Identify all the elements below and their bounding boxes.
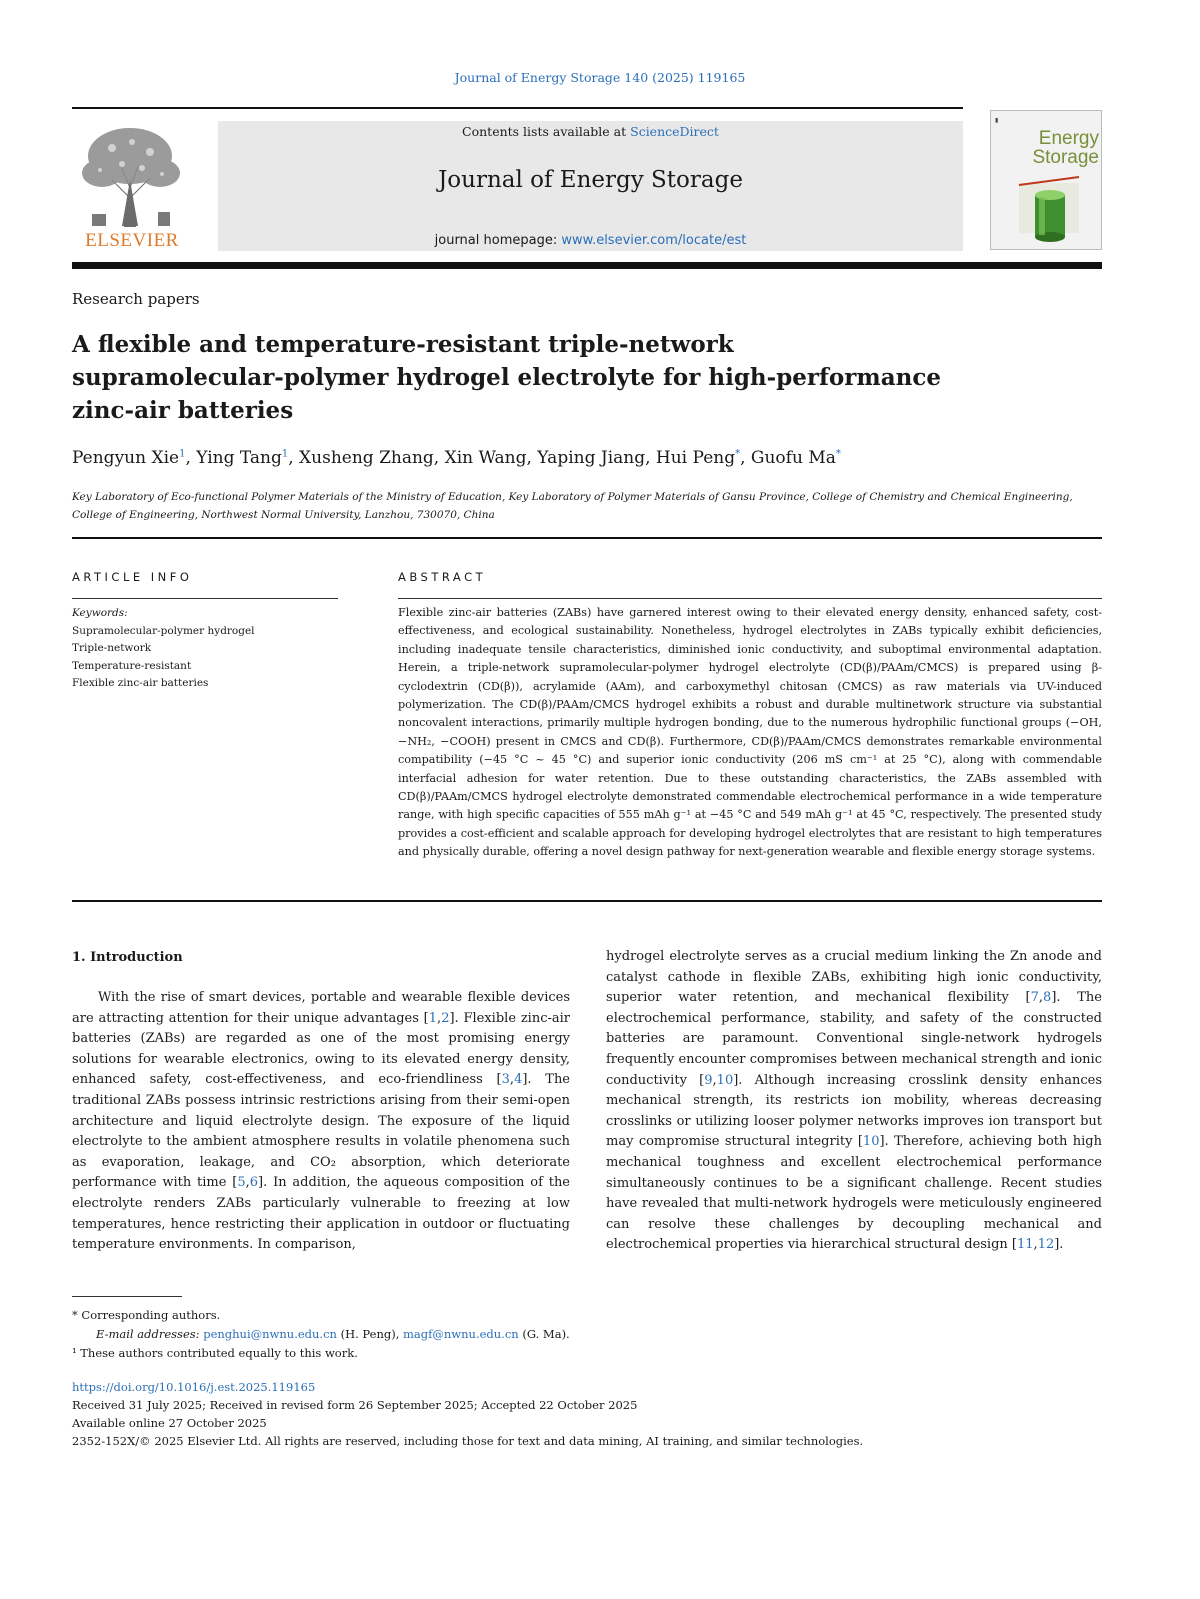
abstract-rule [398,598,1102,599]
citation-link[interactable]: 3 [501,1072,510,1088]
equal-contribution-note: ¹ These authors contributed equally to this work. [72,1346,358,1360]
intro-text: , [1038,990,1044,1006]
intro-left-column [72,988,570,1256]
author-name[interactable]: Xusheng Zhang [299,448,434,468]
header-rule-bottom [72,262,1102,269]
author-name[interactable]: Pengyun Xie [72,448,180,468]
intro-text: ]. In addition, the aqueous composition of the electrolyte renders ZABs particularly vulnerable to freezing at low temperatures, hence restricting their application in outdoor or fluctuating temperature environments. In comparison, [72,1175,571,1253]
author-name[interactable]: Yaping Jiang [537,448,646,468]
intro-text: ]. [1054,1237,1064,1253]
abstract-bottom-rule [72,900,1102,902]
publication-info [72,1378,1102,1450]
keyword-item: Temperature-resistant [72,659,192,672]
author-name[interactable]: Guofu Ma [750,448,836,468]
contents-line [218,124,963,139]
citation-link[interactable]: 1 [428,1010,438,1026]
cover-battery-graphic [1009,173,1089,245]
author-name[interactable]: Xin Wang [444,448,527,468]
intro-text: With the rise of smart devices, portable and wearable flexible devices are attracting attention for their unique advantages [ [72,990,570,1026]
footnote-rule [72,1296,182,1297]
email-label: E-mail addresses: [96,1327,200,1341]
homepage-line [218,233,963,248]
received-dates: Received 31 July 2025; Received in revised form 26 September 2025; Accepted 22 October 2025 [72,1398,638,1412]
intro-text: ]. Therefore, achieving both high mechanical toughness and excellent electrochemical performance simultaneously continues to be a significant challenge. Recent studies have revealed that multi-network hydrogels were meticulously engineered can resolve these challenges by decoupling mechanical and electrochemical properties via hierarchical structural design [ [606,1134,1102,1253]
article-info-heading: ARTICLE INFO [72,570,193,584]
intro-text: , [437,1010,442,1026]
citation-link[interactable]: 2 [441,1010,450,1026]
contents-prefix: Contents lists available at [462,124,631,139]
email-link-ma[interactable]: magf@nwnu.edu.cn [403,1327,519,1341]
author-mark[interactable]: 1 [179,448,186,460]
intro-text: , [712,1072,717,1088]
paper-title: A flexible and temperature-resistant triple-network supramolecular-polymer hydrogel electrolyte for high-performance zinc-air batteries [72,331,941,424]
citation-link[interactable]: 9 [704,1072,713,1088]
homepage-prefix: journal homepage: [434,233,562,248]
running-head[interactable]: Journal of Energy Storage 140 (2025) 119165 [454,70,746,85]
intro-text: ]. Although increasing crosslink density enhances mechanical strength, its restricts ion mobility, whereas decreasing crosslinks or utilizing looser polymer networks improves ion transport but may compromise structural integrity [ [606,1072,1102,1150]
intro-text: ]. The traditional ZABs possess intrinsic restrictions arising from their semi-open architecture and liquid electrolyte design. The exposure of the liquid electrolyte to the ambient atmosphere results in volatile phenomena such as evaporation, leakage, and CO₂ absorption, which deteriorate performance with time [ [72,1072,571,1191]
citation-link[interactable]: 10 [862,1134,880,1150]
email-owner: (G. Ma). [518,1327,570,1341]
citation-link[interactable]: 7 [1030,990,1039,1006]
cover-title-line1: Energy [1038,128,1099,149]
available-online: Available online 27 October 2025 [72,1416,267,1430]
intro-text: hydrogel electrolyte serves as a crucial medium linking the Zn anode and catalyst cathode in flexible ZABs, exhibiting high ionic conductivity, superior water retention, and mechanical flexibility [ [606,949,1102,1006]
citation-link[interactable]: 6 [249,1175,259,1191]
affiliation: Key Laboratory of Eco-functional Polymer Materials of the Ministry of Education, Key Laboratory of Polymer Materials of Gansu Province, College of Chemistry and Chemical Engineering, College of Engineering, Northwest Normal University, Lanzhou, 730070, China [72,491,1073,521]
sciencedirect-link[interactable]: ScienceDirect [630,124,719,139]
homepage-link[interactable]: www.elsevier.com/locate/est [561,233,747,248]
introduction-heading: 1. Introduction [72,950,183,965]
copyright-line: 2352-152X/© 2025 Elsevier Ltd. All rights are reserved, including those for text and data mining, AI training, and similar technologies. [72,1434,864,1448]
author-mark[interactable]: 1 [281,448,289,460]
keyword-item: Flexible zinc-air batteries [72,677,209,689]
keywords-block [72,605,342,693]
intro-text: ]. Flexible zinc-air batteries (ZABs) are regarded as one of the most promising energy solutions for wearable electronics, owing to its elevated energy density, enhanced safety, cost-effectiveness, and eco-friendliness [ [72,1010,570,1088]
journal-title: Journal of Energy Storage [438,167,743,193]
intro-text: ]. The electrochemical performance, stability, and safety of the constructed batteries are paramount. Conventional single-network hydrogels frequently encounter compromises between mechanical strength and ionic conductivity [ [606,990,1102,1088]
email-owner: (H. Peng), [336,1327,404,1341]
abstract-text: Flexible zinc-air batteries (ZABs) have garnered interest owing to their elevated energy density, enhanced safety, cost-effectiveness, and ecological sustainability. Nonetheless, hydrogel electrolytes in ZABs typically exhibit deficiencies, including inadequate tensile characteristics, diminished ionic conductivity, and suboptimal environmental adaptation. Herein, a triple-network supramolecular-polymer hydrogel electrolyte (CD(β)/PAAm/CMCS) is prepared using β-cyclodextrin (CD(β)), acrylamide (AAm), and carboxymethyl chitosan (CMCS) as raw materials via UV-induced polymerization. The CD(β)/PAAm/CMCS hydrogel exhibits a robust and durable multinetwork structure via substantial noncovalent interactions, primarily multiple hydrogen bonding, due to the numerous hydrophilic functional groups (−OH, −NH₂, −COOH) present in CMCS and CD(β). Furthermore, CD(β)/PAAm/CMCS demonstrates remarkable environmental compatibility (−45 °C ~ 45 °C) and superior ionic conductivity (206 mS cm⁻¹ at 25 °C), along with commendable interfacial adhesion for water retention. Due to these outstanding characteristics, the ZABs assembled with CD(β)/PAAm/CMCS hydrogel electrolyte demonstrated commendable electrochemical performance in a wide temperature range, with high specific capacities of 555 mAh g⁻¹ at −45 °C and 549 mAh g⁻¹ at 45 °C, respectively. The presented study provides a cost-efficient and scalable approach for developing hydrogel electrolytes that are resistant to high temperatures and physically durable, offering a novel design pathway for next-generation wearable and flexible energy storage systems. [398,606,1102,859]
citation-link[interactable]: 5 [237,1175,246,1191]
author-mark[interactable]: * [835,448,841,460]
email-note [72,1325,772,1344]
doi-link[interactable]: https://doi.org/10.1016/j.est.2025.119165 [72,1380,316,1394]
section-tag: Research papers [72,290,200,308]
citation-link[interactable]: 10 [716,1072,734,1088]
keyword-item: Supramolecular-polymer hydrogel [72,624,255,637]
intro-text: , [509,1072,515,1088]
footnotes [72,1306,772,1363]
intro-right-column [606,947,1102,1256]
intro-text: , [1033,1237,1038,1253]
author-name[interactable]: Ying Tang [196,448,282,468]
cover-title-line2: Storage [1032,147,1099,168]
author-mark[interactable]: * [735,448,741,460]
keywords-label: Keywords: [72,607,128,619]
abstract-heading: ABSTRACT [398,570,487,584]
citation-link[interactable]: 12 [1037,1237,1055,1253]
article-info-rule [72,598,338,599]
header-rule-top [72,107,963,109]
affiliation-rule [72,537,1102,539]
author-name[interactable]: Hui Peng [655,448,736,468]
author-list: Pengyun Xie$^1$, Ying Tang$^1$, Xusheng Zhang, Xin Wang, Yaping Jiang, Hui Peng*, Guofu Ma* [72,448,841,468]
elsevier-wordmark: ELSEVIER [85,230,179,251]
keyword-item: Triple-network [72,642,152,654]
email-link-peng[interactable]: penghui@nwnu.edu.cn [203,1327,337,1341]
cover-elsevier-mark: ▮ [995,117,999,124]
corresponding-note: * Corresponding authors. [72,1308,221,1322]
citation-link[interactable]: 8 [1043,990,1052,1006]
journal-masthead [218,121,963,251]
citation-link[interactable]: 4 [514,1072,523,1088]
journal-cover-thumbnail[interactable] [990,110,1102,250]
intro-text: , [245,1175,250,1191]
cover-title [1015,129,1099,167]
citation-link[interactable]: 11 [1017,1237,1034,1253]
